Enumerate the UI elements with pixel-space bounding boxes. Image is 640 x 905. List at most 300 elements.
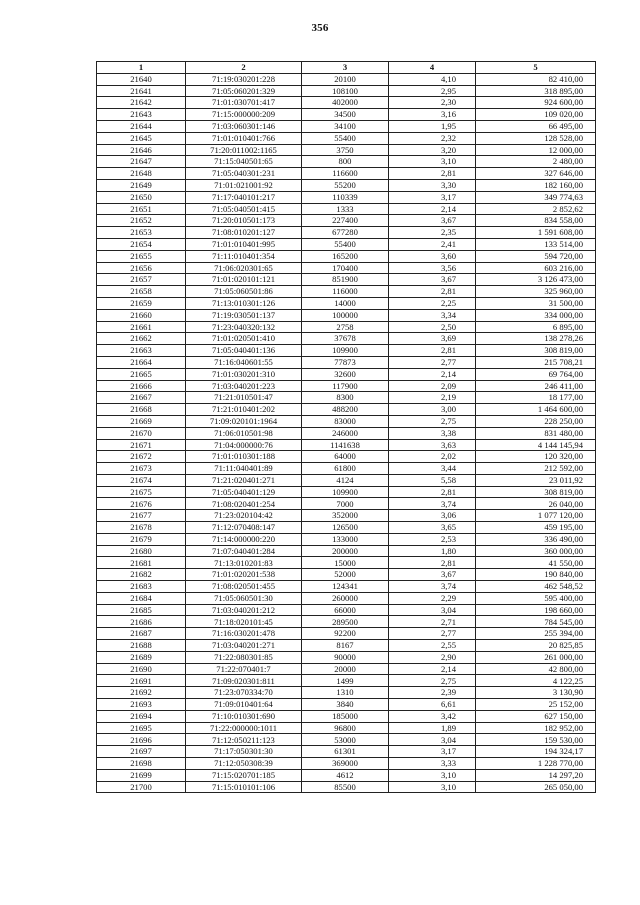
specific-value-cell: 3,60 [389, 250, 476, 262]
specific-value-cell: 2,41 [389, 238, 476, 250]
cadastral-number-cell: 71:01:010301:188 [186, 451, 302, 463]
specific-value-cell: 2,77 [389, 356, 476, 368]
row-number-cell: 21698 [97, 758, 186, 770]
specific-value-cell: 3,00 [389, 404, 476, 416]
table-row [97, 203, 596, 215]
cadastral-value-cell: 834 558,00 [476, 215, 596, 227]
area-cell: 1310 [302, 687, 389, 699]
area-cell: 289500 [302, 616, 389, 628]
table-row [97, 415, 596, 427]
row-number-cell: 21668 [97, 404, 186, 416]
cadastral-value-cell: 325 960,00 [476, 286, 596, 298]
area-cell: 32600 [302, 368, 389, 380]
specific-value-cell: 3,04 [389, 734, 476, 746]
row-number-cell: 21682 [97, 569, 186, 581]
cadastral-number-cell: 71:14:000000:220 [186, 533, 302, 545]
cadastral-value-cell: 14 297,20 [476, 769, 596, 781]
row-number-cell: 21685 [97, 604, 186, 616]
cadastral-number-cell: 71:15:010101:106 [186, 781, 302, 793]
table-row [97, 227, 596, 239]
area-cell: 165200 [302, 250, 389, 262]
cadastral-value-cell: 2 480,00 [476, 156, 596, 168]
specific-value-cell: 3,65 [389, 522, 476, 534]
specific-value-cell: 3,74 [389, 498, 476, 510]
table-row [97, 628, 596, 640]
row-number-cell: 21691 [97, 675, 186, 687]
specific-value-cell: 3,33 [389, 758, 476, 770]
cadastral-value-cell: 182 160,00 [476, 179, 596, 191]
cadastral-value-cell: 215 708,21 [476, 356, 596, 368]
area-cell: 110339 [302, 191, 389, 203]
specific-value-cell: 2,81 [389, 486, 476, 498]
specific-value-cell: 3,10 [389, 781, 476, 793]
cadastral-number-cell: 71:22:080301:85 [186, 651, 302, 663]
specific-value-cell: 3,17 [389, 746, 476, 758]
table-row [97, 274, 596, 286]
table-row [97, 262, 596, 274]
row-number-cell: 21690 [97, 663, 186, 675]
table-row [97, 687, 596, 699]
row-number-cell: 21642 [97, 97, 186, 109]
column-header-3: 3 [302, 62, 389, 74]
specific-value-cell: 3,63 [389, 439, 476, 451]
row-number-cell: 21673 [97, 463, 186, 475]
specific-value-cell: 3,34 [389, 309, 476, 321]
cadastral-number-cell: 71:17:050301:30 [186, 746, 302, 758]
area-cell: 3750 [302, 144, 389, 156]
cadastral-number-cell: 71:05:040401:136 [186, 345, 302, 357]
specific-value-cell: 3,30 [389, 179, 476, 191]
row-number-cell: 21660 [97, 309, 186, 321]
table-header-row [97, 62, 596, 74]
specific-value-cell: 2,81 [389, 168, 476, 180]
specific-value-cell: 3,44 [389, 463, 476, 475]
cadastral-value-cell: 26 040,00 [476, 498, 596, 510]
area-cell: 37678 [302, 333, 389, 345]
specific-value-cell: 3,20 [389, 144, 476, 156]
cadastral-value-cell: 627 150,00 [476, 710, 596, 722]
cadastral-number-cell: 71:23:020104:42 [186, 510, 302, 522]
row-number-cell: 21695 [97, 722, 186, 734]
area-cell: 124341 [302, 581, 389, 593]
table-row [97, 427, 596, 439]
cadastral-value-cell: 41 550,00 [476, 557, 596, 569]
cadastral-number-cell: 71:08:020501:455 [186, 581, 302, 593]
table-row [97, 109, 596, 121]
specific-value-cell: 2,75 [389, 675, 476, 687]
cadastral-value-table [96, 61, 596, 793]
area-cell: 851900 [302, 274, 389, 286]
area-cell: 20000 [302, 663, 389, 675]
table-row [97, 333, 596, 345]
row-number-cell: 21683 [97, 581, 186, 593]
table-row [97, 781, 596, 793]
area-cell: 66000 [302, 604, 389, 616]
area-cell: 34100 [302, 120, 389, 132]
row-number-cell: 21692 [97, 687, 186, 699]
cadastral-value-cell: 594 720,00 [476, 250, 596, 262]
table-row [97, 132, 596, 144]
specific-value-cell: 2,77 [389, 628, 476, 640]
cadastral-number-cell: 71:19:030201:228 [186, 73, 302, 85]
specific-value-cell: 2,19 [389, 392, 476, 404]
row-number-cell: 21688 [97, 640, 186, 652]
specific-value-cell: 2,14 [389, 368, 476, 380]
cadastral-value-cell: 1 077 120,00 [476, 510, 596, 522]
row-number-cell: 21657 [97, 274, 186, 286]
specific-value-cell: 1,80 [389, 545, 476, 557]
cadastral-value-cell: 318 895,00 [476, 85, 596, 97]
row-number-cell: 21651 [97, 203, 186, 215]
page-number: 356 [311, 22, 329, 34]
specific-value-cell: 2,14 [389, 663, 476, 675]
specific-value-cell: 2,71 [389, 616, 476, 628]
cadastral-number-cell: 71:22:070401:7 [186, 663, 302, 675]
cadastral-number-cell: 71:01:010401:995 [186, 238, 302, 250]
area-cell: 126500 [302, 522, 389, 534]
area-cell: 4612 [302, 769, 389, 781]
cadastral-number-cell: 71:11:040401:89 [186, 463, 302, 475]
area-cell: 77873 [302, 356, 389, 368]
cadastral-number-cell: 71:01:021001:92 [186, 179, 302, 191]
specific-value-cell: 2,75 [389, 415, 476, 427]
area-cell: 369000 [302, 758, 389, 770]
table-row [97, 604, 596, 616]
cadastral-number-cell: 71:05:040301:231 [186, 168, 302, 180]
cadastral-number-cell: 71:15:020701:185 [186, 769, 302, 781]
table-row [97, 380, 596, 392]
area-cell: 488200 [302, 404, 389, 416]
cadastral-value-cell: 182 952,00 [476, 722, 596, 734]
cadastral-value-cell: 31 500,00 [476, 297, 596, 309]
table-row [97, 345, 596, 357]
cadastral-number-cell: 71:03:060301:146 [186, 120, 302, 132]
table-row [97, 758, 596, 770]
cadastral-number-cell: 71:06:010501:98 [186, 427, 302, 439]
cadastral-value-cell: 349 774,63 [476, 191, 596, 203]
table-row [97, 179, 596, 191]
specific-value-cell: 3,67 [389, 274, 476, 286]
cadastral-value-cell: 6 895,00 [476, 321, 596, 333]
cadastral-number-cell: 71:01:010401:766 [186, 132, 302, 144]
cadastral-number-cell: 71:08:010201:127 [186, 227, 302, 239]
column-header-2: 2 [186, 62, 302, 74]
cadastral-number-cell: 71:09:020101:1964 [186, 415, 302, 427]
table-row [97, 592, 596, 604]
cadastral-table-container [96, 61, 596, 793]
area-cell: 2758 [302, 321, 389, 333]
table-row [97, 238, 596, 250]
cadastral-value-cell: 109 020,00 [476, 109, 596, 121]
specific-value-cell: 3,69 [389, 333, 476, 345]
row-number-cell: 21697 [97, 746, 186, 758]
table-row [97, 321, 596, 333]
cadastral-value-cell: 212 592,00 [476, 463, 596, 475]
specific-value-cell: 1,89 [389, 722, 476, 734]
cadastral-value-cell: 3 130,90 [476, 687, 596, 699]
area-cell: 246000 [302, 427, 389, 439]
cadastral-number-cell: 71:03:040201:271 [186, 640, 302, 652]
table-row [97, 404, 596, 416]
specific-value-cell: 2,81 [389, 557, 476, 569]
cadastral-number-cell: 71:04:000000:76 [186, 439, 302, 451]
area-cell: 800 [302, 156, 389, 168]
row-number-cell: 21679 [97, 533, 186, 545]
specific-value-cell: 2,32 [389, 132, 476, 144]
row-number-cell: 21684 [97, 592, 186, 604]
cadastral-number-cell: 71:20:010501:173 [186, 215, 302, 227]
row-number-cell: 21650 [97, 191, 186, 203]
area-cell: 8167 [302, 640, 389, 652]
row-number-cell: 21664 [97, 356, 186, 368]
row-number-cell: 21694 [97, 710, 186, 722]
area-cell: 4124 [302, 474, 389, 486]
row-number-cell: 21670 [97, 427, 186, 439]
table-row [97, 710, 596, 722]
column-header-4: 4 [389, 62, 476, 74]
table-row [97, 675, 596, 687]
cadastral-number-cell: 71:10:010301:690 [186, 710, 302, 722]
cadastral-value-cell: 4 144 145,94 [476, 439, 596, 451]
cadastral-value-cell: 924 600,00 [476, 97, 596, 109]
cadastral-number-cell: 71:05:060501:86 [186, 286, 302, 298]
cadastral-number-cell: 71:05:040401:129 [186, 486, 302, 498]
area-cell: 55400 [302, 132, 389, 144]
table-row [97, 663, 596, 675]
area-cell: 61301 [302, 746, 389, 758]
row-number-cell: 21672 [97, 451, 186, 463]
cadastral-value-cell: 138 278,26 [476, 333, 596, 345]
cadastral-value-cell: 194 324,17 [476, 746, 596, 758]
row-number-cell: 21674 [97, 474, 186, 486]
table-row [97, 144, 596, 156]
cadastral-value-cell: 23 011,92 [476, 474, 596, 486]
row-number-cell: 21645 [97, 132, 186, 144]
cadastral-number-cell: 71:12:050308:39 [186, 758, 302, 770]
table-row [97, 368, 596, 380]
specific-value-cell: 2,53 [389, 533, 476, 545]
cadastral-number-cell: 71:08:020401:254 [186, 498, 302, 510]
row-number-cell: 21678 [97, 522, 186, 534]
cadastral-number-cell: 71:21:010401:202 [186, 404, 302, 416]
cadastral-number-cell: 71:12:070408:147 [186, 522, 302, 534]
table-row [97, 97, 596, 109]
specific-value-cell: 3,74 [389, 581, 476, 593]
cadastral-number-cell: 71:01:020101:121 [186, 274, 302, 286]
specific-value-cell: 3,10 [389, 156, 476, 168]
cadastral-number-cell: 71:19:030501:137 [186, 309, 302, 321]
cadastral-number-cell: 71:16:040601:55 [186, 356, 302, 368]
column-header-5: 5 [476, 62, 596, 74]
row-number-cell: 21661 [97, 321, 186, 333]
area-cell: 200000 [302, 545, 389, 557]
cadastral-number-cell: 71:06:020301:65 [186, 262, 302, 274]
row-number-cell: 21680 [97, 545, 186, 557]
row-number-cell: 21646 [97, 144, 186, 156]
area-cell: 677280 [302, 227, 389, 239]
table-row [97, 73, 596, 85]
cadastral-number-cell: 71:15:000000:209 [186, 109, 302, 121]
area-cell: 83000 [302, 415, 389, 427]
cadastral-number-cell: 71:22:000000:1011 [186, 722, 302, 734]
table-row [97, 545, 596, 557]
cadastral-value-cell: 1 591 608,00 [476, 227, 596, 239]
specific-value-cell: 3,04 [389, 604, 476, 616]
area-cell: 109900 [302, 486, 389, 498]
area-cell: 20100 [302, 73, 389, 85]
table-row [97, 85, 596, 97]
row-number-cell: 21676 [97, 498, 186, 510]
row-number-cell: 21693 [97, 699, 186, 711]
area-cell: 117900 [302, 380, 389, 392]
area-cell: 109900 [302, 345, 389, 357]
row-number-cell: 21658 [97, 286, 186, 298]
area-cell: 402000 [302, 97, 389, 109]
cadastral-value-cell: 4 122,25 [476, 675, 596, 687]
area-cell: 185000 [302, 710, 389, 722]
area-cell: 53000 [302, 734, 389, 746]
area-cell: 1333 [302, 203, 389, 215]
area-cell: 227400 [302, 215, 389, 227]
specific-value-cell: 3,42 [389, 710, 476, 722]
area-cell: 55200 [302, 179, 389, 191]
cadastral-number-cell: 71:23:040320:132 [186, 321, 302, 333]
row-number-cell: 21665 [97, 368, 186, 380]
cadastral-value-cell: 66 495,00 [476, 120, 596, 132]
specific-value-cell: 2,95 [389, 85, 476, 97]
row-number-cell: 21687 [97, 628, 186, 640]
specific-value-cell: 2,14 [389, 203, 476, 215]
cadastral-number-cell: 71:05:060201:329 [186, 85, 302, 97]
row-number-cell: 21662 [97, 333, 186, 345]
row-number-cell: 21648 [97, 168, 186, 180]
cadastral-value-cell: 265 050,00 [476, 781, 596, 793]
cadastral-value-cell: 228 250,00 [476, 415, 596, 427]
row-number-cell: 21686 [97, 616, 186, 628]
table-row [97, 699, 596, 711]
cadastral-number-cell: 71:20:011002:1165 [186, 144, 302, 156]
cadastral-number-cell: 71:18:020101:45 [186, 616, 302, 628]
table-row [97, 286, 596, 298]
specific-value-cell: 2,90 [389, 651, 476, 663]
specific-value-cell: 2,29 [389, 592, 476, 604]
table-row [97, 451, 596, 463]
cadastral-value-cell: 2 852,62 [476, 203, 596, 215]
row-number-cell: 21681 [97, 557, 186, 569]
column-header-1: 1 [97, 62, 186, 74]
table-row [97, 215, 596, 227]
area-cell: 90000 [302, 651, 389, 663]
specific-value-cell: 3,06 [389, 510, 476, 522]
row-number-cell: 21700 [97, 781, 186, 793]
row-number-cell: 21656 [97, 262, 186, 274]
table-row [97, 510, 596, 522]
row-number-cell: 21647 [97, 156, 186, 168]
row-number-cell: 21643 [97, 109, 186, 121]
area-cell: 61800 [302, 463, 389, 475]
cadastral-value-cell: 327 646,00 [476, 168, 596, 180]
table-row [97, 651, 596, 663]
cadastral-value-cell: 360 000,00 [476, 545, 596, 557]
area-cell: 15000 [302, 557, 389, 569]
table-row [97, 769, 596, 781]
cadastral-number-cell: 71:11:010401:354 [186, 250, 302, 262]
area-cell: 108100 [302, 85, 389, 97]
table-row [97, 156, 596, 168]
specific-value-cell: 3,38 [389, 427, 476, 439]
area-cell: 85500 [302, 781, 389, 793]
table-row [97, 297, 596, 309]
specific-value-cell: 3,67 [389, 215, 476, 227]
specific-value-cell: 3,10 [389, 769, 476, 781]
cadastral-value-cell: 603 216,00 [476, 262, 596, 274]
row-number-cell: 21675 [97, 486, 186, 498]
specific-value-cell: 2,50 [389, 321, 476, 333]
table-row [97, 734, 596, 746]
cadastral-number-cell: 71:01:030201:310 [186, 368, 302, 380]
cadastral-number-cell: 71:21:010501:47 [186, 392, 302, 404]
table-row [97, 486, 596, 498]
table-row [97, 120, 596, 132]
row-number-cell: 21696 [97, 734, 186, 746]
specific-value-cell: 3,17 [389, 191, 476, 203]
specific-value-cell: 1,95 [389, 120, 476, 132]
table-row [97, 640, 596, 652]
table-row [97, 168, 596, 180]
cadastral-value-cell: 255 394,00 [476, 628, 596, 640]
cadastral-value-cell: 82 410,00 [476, 73, 596, 85]
area-cell: 352000 [302, 510, 389, 522]
area-cell: 7000 [302, 498, 389, 510]
specific-value-cell: 2,81 [389, 286, 476, 298]
cadastral-number-cell: 71:09:010401:64 [186, 699, 302, 711]
area-cell: 1141638 [302, 439, 389, 451]
cadastral-number-cell: 71:01:020201:538 [186, 569, 302, 581]
table-row [97, 569, 596, 581]
cadastral-number-cell: 71:05:040501:415 [186, 203, 302, 215]
table-row [97, 557, 596, 569]
table-row [97, 522, 596, 534]
cadastral-number-cell: 71:05:060501:30 [186, 592, 302, 604]
row-number-cell: 21699 [97, 769, 186, 781]
specific-value-cell: 3,67 [389, 569, 476, 581]
row-number-cell: 21689 [97, 651, 186, 663]
row-number-cell: 21641 [97, 85, 186, 97]
cadastral-value-cell: 12 000,00 [476, 144, 596, 156]
cadastral-value-cell: 69 764,00 [476, 368, 596, 380]
row-number-cell: 21654 [97, 238, 186, 250]
specific-value-cell: 2,81 [389, 345, 476, 357]
table-row [97, 309, 596, 321]
cadastral-number-cell: 71:15:040501:65 [186, 156, 302, 168]
cadastral-value-cell: 336 490,00 [476, 533, 596, 545]
cadastral-value-cell: 308 819,00 [476, 345, 596, 357]
area-cell: 14000 [302, 297, 389, 309]
table-row [97, 722, 596, 734]
cadastral-number-cell: 71:09:020301:811 [186, 675, 302, 687]
cadastral-number-cell: 71:21:020401:271 [186, 474, 302, 486]
specific-value-cell: 2,39 [389, 687, 476, 699]
specific-value-cell: 2,09 [389, 380, 476, 392]
row-number-cell: 21663 [97, 345, 186, 357]
area-cell: 96800 [302, 722, 389, 734]
cadastral-number-cell: 71:13:010201:83 [186, 557, 302, 569]
table-row [97, 392, 596, 404]
area-cell: 260000 [302, 592, 389, 604]
cadastral-value-cell: 462 548,52 [476, 581, 596, 593]
cadastral-value-cell: 198 660,00 [476, 604, 596, 616]
area-cell: 3840 [302, 699, 389, 711]
